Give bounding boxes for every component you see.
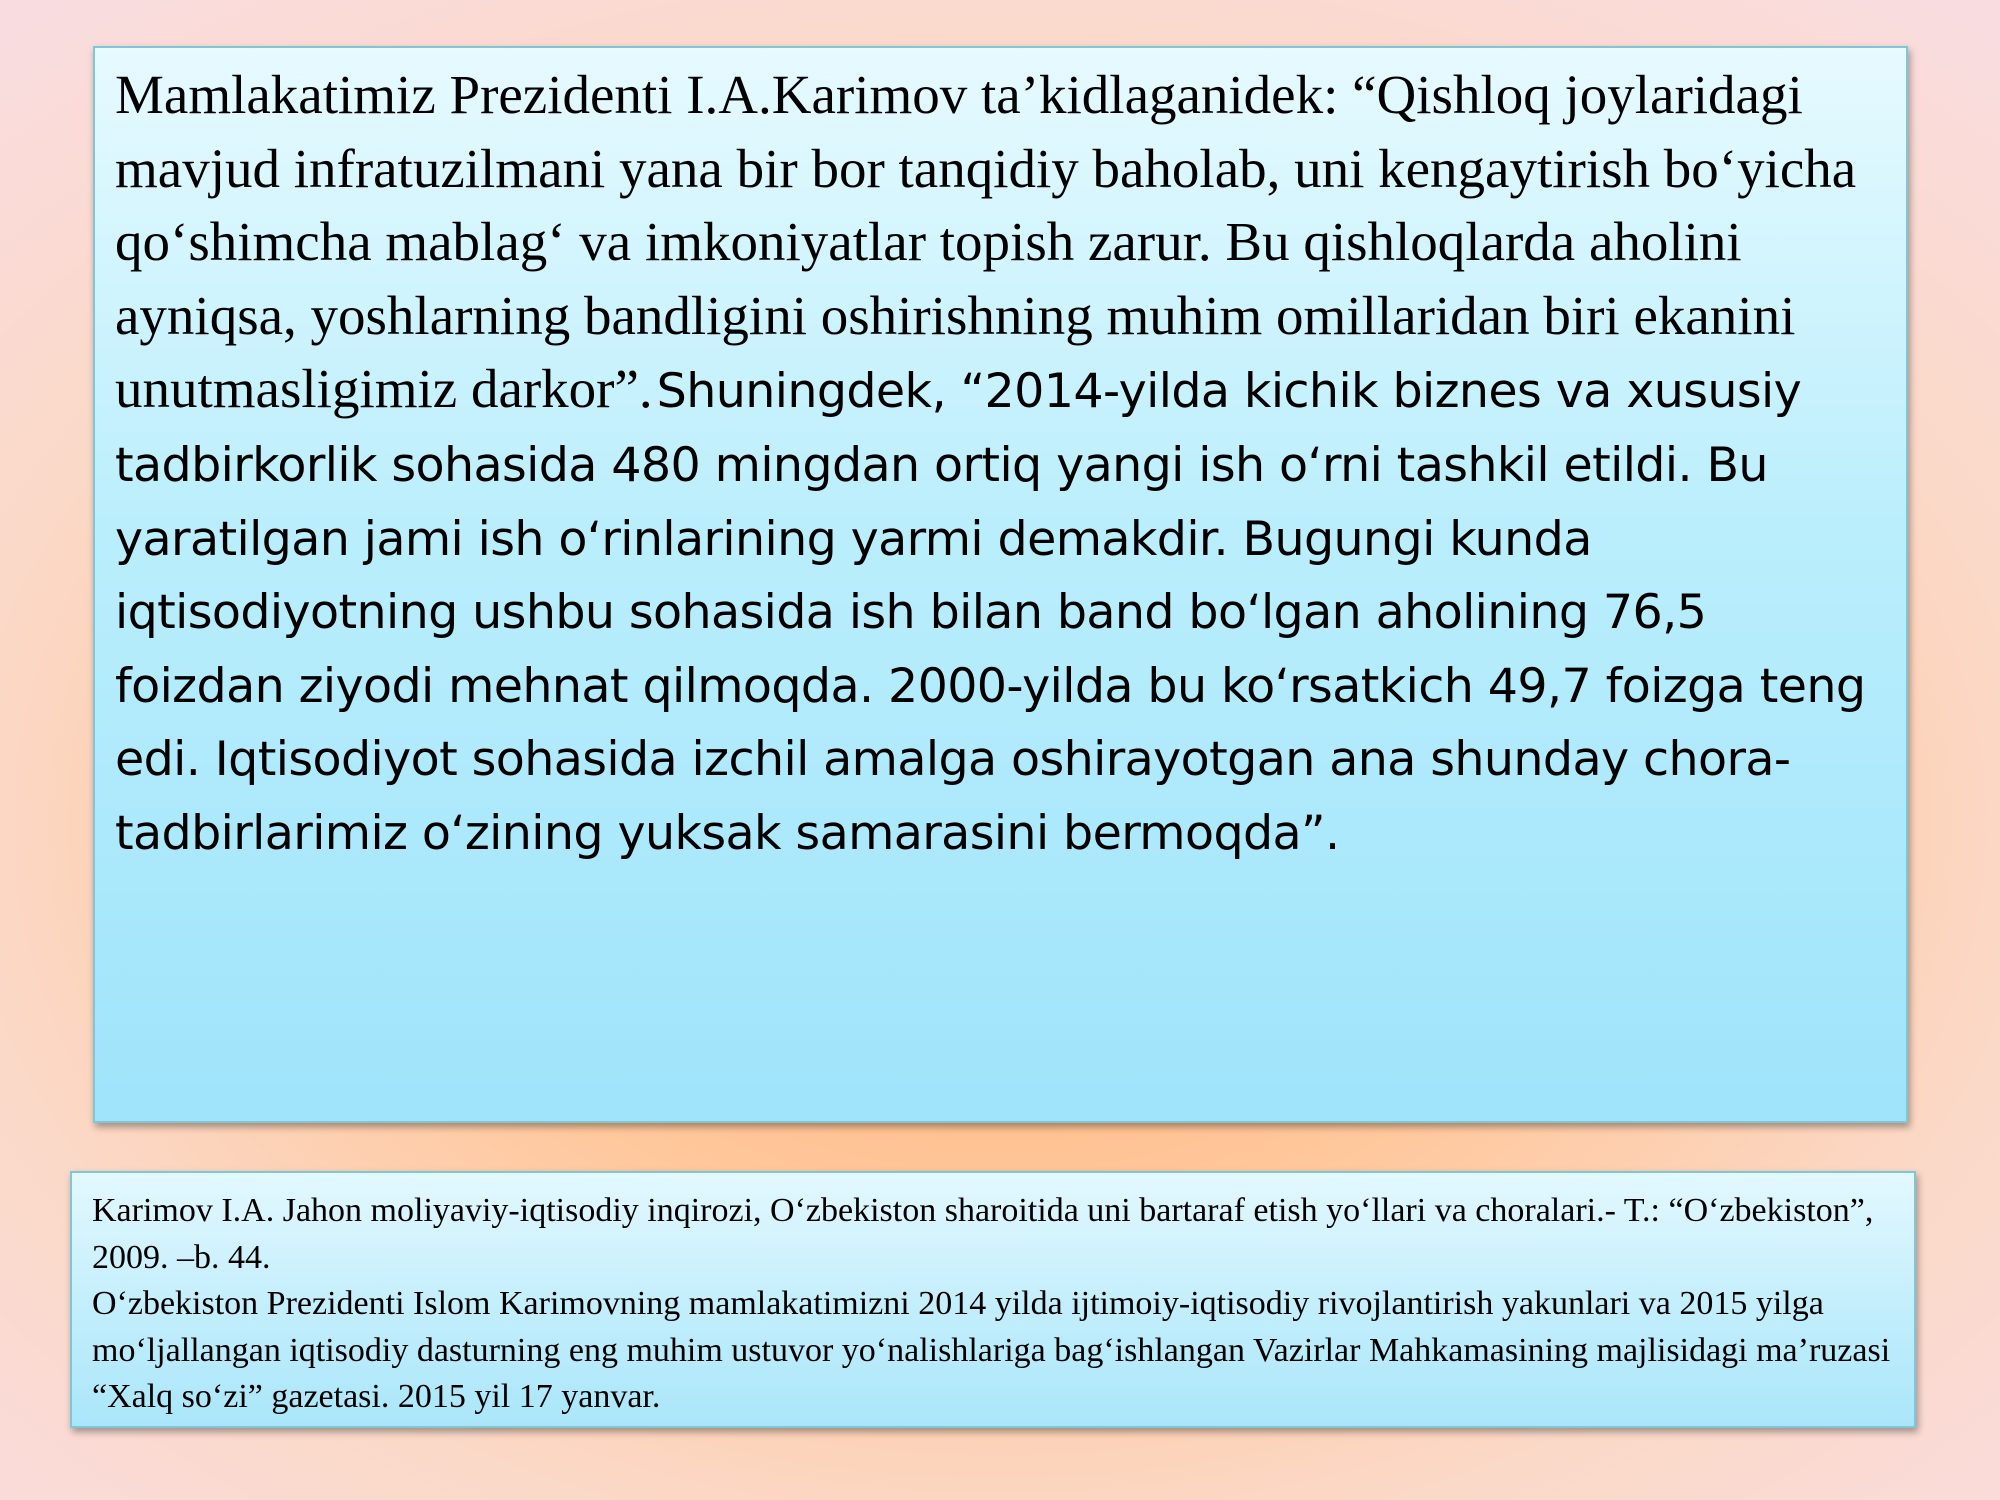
main-quote-paragraph	[115, 58, 1888, 871]
reference-2: O‘zbekiston Prezidenti Islom Karimovning mamlakatimizni 2014 yilda ijtimoiy-iqtisodiy rivojlantirish yakunlari va 2015 yilga mo‘ljallangan iqtisodiy dasturning eng muhim ustuvor yo‘nalishlariga bag‘ishlangan Vazirlar Mahkamasining majlisidagi ma’ruzasi “Xalq so‘zi” gazetasi. 2015 yil 17 yanvar.	[92, 1285, 1891, 1415]
main-quote-box	[93, 46, 1908, 1123]
president-quote-text: Mamlakatimiz Prezidenti I.A.Karimov ta’kidlaganidek: “Qishloq joylaridagi mavjud infratuzilmani yana bir bor tanqidiy baholab, uni kengaytirish bo‘yicha qo‘shimcha mablag‘ va imkoniyatlar topish zarur. Bu qishloqlarda aholini ayniqsa, yoshlarning bandligini oshirishning muhim omillaridan biri ekanini unutmasligimiz darkor”.	[115, 64, 1857, 420]
reference-1: Karimov I.A. Jahon moliyaviy-iqtisodiy inqirozi, O‘zbekiston sharoitida uni bartaraf etish yo‘llari va choralari.- T.: “O‘zbekiston”, 2009. –b. 44.	[92, 1192, 1874, 1276]
references-box	[70, 1171, 1916, 1428]
statistics-quote-text: Shuningdek, “2014-yilda kichik biznes va xususiy tadbirkorlik sohasida 480 mingdan ortiq yangi ish o‘rni tashkil etildi. Bu yaratilgan jami ish o‘rinlarining yarmi demakdir. Bugungi kunda iqtisodiyotning ushbu sohasida ish bilan band bo‘lgan aholining 76,5 foizdan ziyodi mehnat qilmoqda. 2000-yilda bu ko‘rsatkich 49,7 foizga teng edi. Iqtisodiyot sohasida izchil amalga oshirayotgan ana shunday chora-tadbirlarimiz o‘zining yuksak samarasini bermoqda”.	[115, 364, 1866, 861]
